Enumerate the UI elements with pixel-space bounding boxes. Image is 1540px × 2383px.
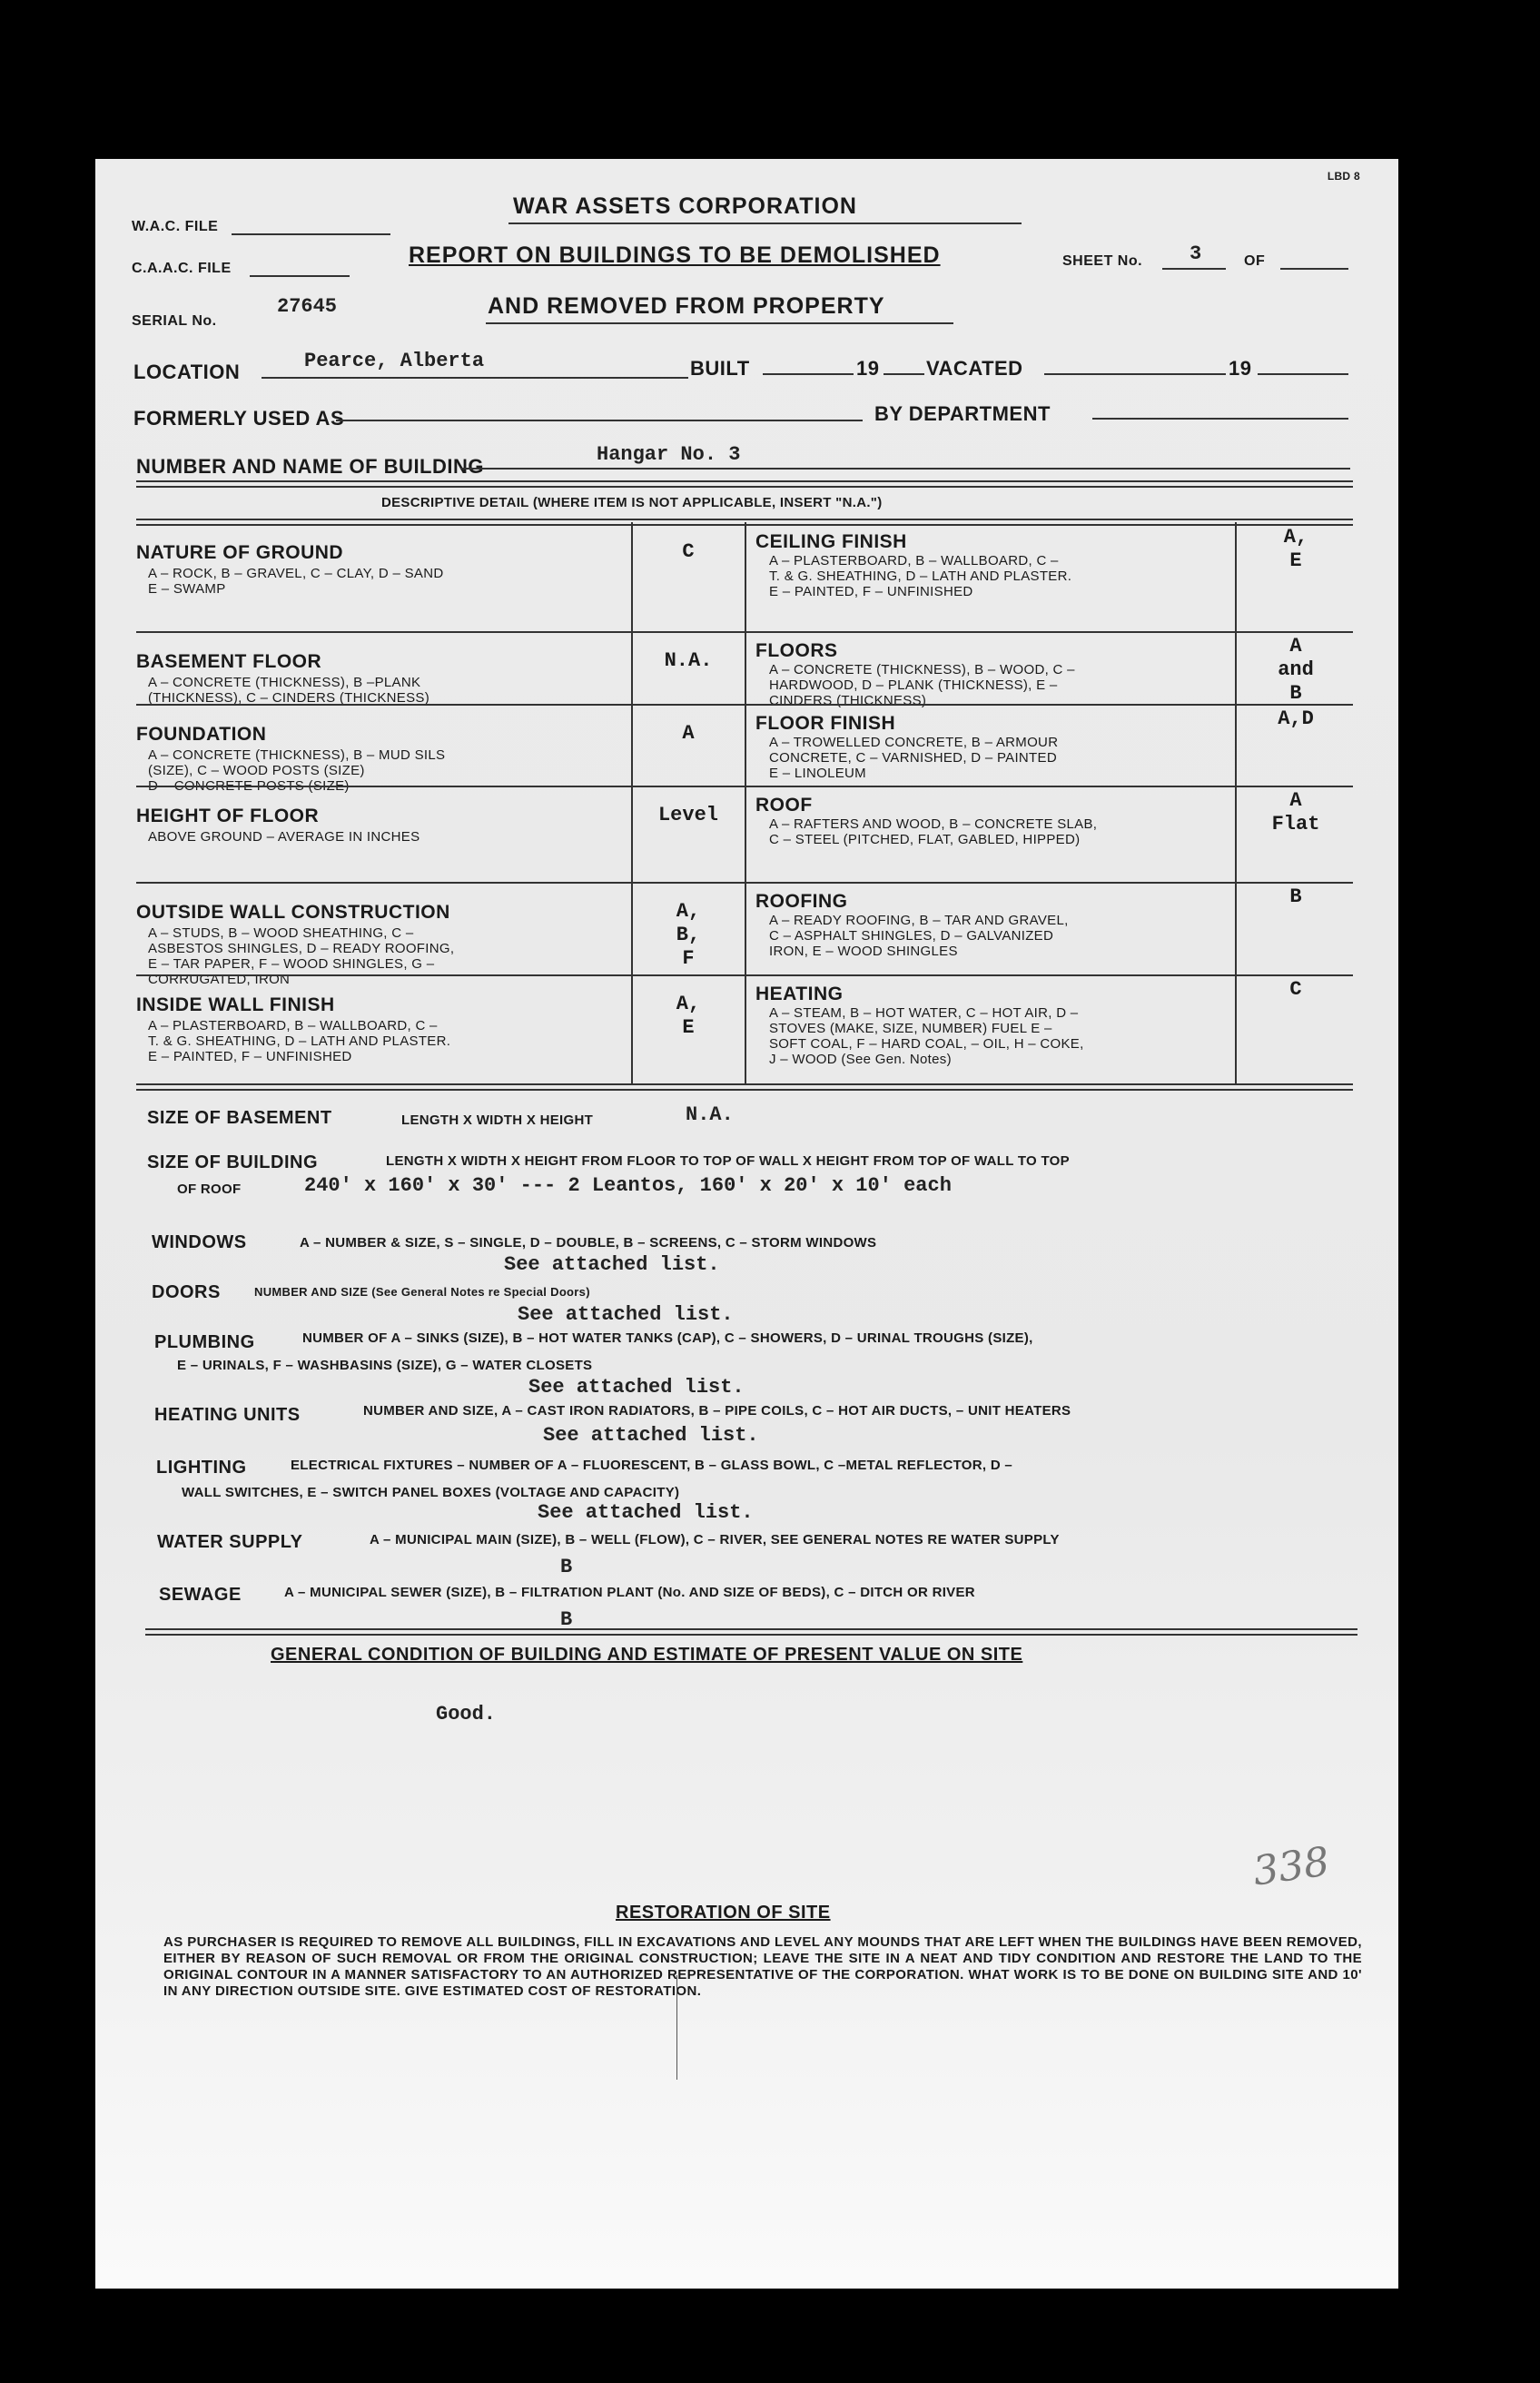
handwritten-number: 338 bbox=[1249, 1838, 1333, 1895]
doors-label: DOORS bbox=[152, 1282, 221, 1302]
caac-file-label: C.A.A.C. FILE bbox=[132, 261, 232, 276]
building-name-value: Hangar No. 3 bbox=[597, 443, 741, 466]
windows-value: See attached list. bbox=[504, 1253, 720, 1276]
doors-value: See attached list. bbox=[518, 1303, 734, 1326]
vacated-line bbox=[1044, 373, 1226, 375]
water-supply-label: WATER SUPPLY bbox=[157, 1532, 303, 1552]
row-right-value: B bbox=[1289, 885, 1302, 908]
report-subtitle: AND REMOVED FROM PROPERTY bbox=[488, 293, 885, 319]
windows-desc: A – NUMBER & SIZE, S – SINGLE, D – DOUBLE, B – SCREENS, C – STORM WINDOWS bbox=[300, 1235, 877, 1251]
formerly-used-line bbox=[336, 420, 863, 421]
title-rule bbox=[508, 222, 1022, 224]
windows-label: WINDOWS bbox=[152, 1232, 247, 1252]
building-name-line bbox=[460, 468, 1350, 470]
serial-label: SERIAL No. bbox=[132, 313, 217, 329]
row-left-description: A – CONCRETE (THICKNESS), B –PLANK (THICKNESS), C – CINDERS (THICKNESS) bbox=[148, 675, 429, 706]
restoration-mark bbox=[676, 1975, 677, 2080]
department-line bbox=[1092, 418, 1348, 420]
restoration-text: AS PURCHASER IS REQUIRED TO REMOVE ALL BUILDINGS, FILL IN EXCAVATIONS AND LEVEL ANY MOUNDS THAT ARE LEFT WHEN THE BUILDINGS HAVE BEEN REMOVED, EITHER BY REASON OF SUCH REMOVAL OR FROM THE ORIGINAL CONSTRUCTION; LEAVE THE SITE IN A NEAT AND TIDY CONDITION AND RESTORE THE LAND TO THE ORIGINAL CONTOUR IN A MANNER SATISFACTORY TO AN AUTHORIZED REPRESENTATIVE OF THE CORPORATION. WHAT WORK IS TO BE DONE ON BUILDING SITE AND 10' IN ANY DIRECTION OUTSIDE SITE. GIVE ESTIMATED COST OF RESTORATION. bbox=[163, 1934, 1362, 1999]
corporation-title: WAR ASSETS CORPORATION bbox=[513, 193, 857, 219]
row-right-title: ROOF bbox=[755, 795, 813, 816]
table-top-rule bbox=[136, 480, 1353, 488]
row-left-description: A – CONCRETE (THICKNESS), B – MUD SILS (SIZE), C – WOOD POSTS (SIZE) D – CONCRETE POSTS (SIZE) bbox=[148, 747, 446, 794]
built-line bbox=[763, 373, 854, 375]
serial-value: 27645 bbox=[277, 295, 338, 318]
building-size-desc2: OF ROOF bbox=[177, 1182, 242, 1197]
row-right-title: FLOORS bbox=[755, 640, 838, 661]
table-divider-2 bbox=[745, 522, 746, 1083]
table-row-divider bbox=[136, 786, 1353, 787]
row-right-title: FLOOR FINISH bbox=[755, 713, 896, 734]
row-right-value: A Flat bbox=[1271, 789, 1320, 836]
location-label: LOCATION bbox=[133, 361, 241, 383]
row-right-value: A, E bbox=[1283, 526, 1308, 572]
condition-title: GENERAL CONDITION OF BUILDING AND ESTIMATE OF PRESENT VALUE ON SITE bbox=[271, 1645, 1023, 1665]
location-line bbox=[262, 377, 688, 379]
department-label: BY DEPARTMENT bbox=[874, 402, 1051, 425]
row-left-value: N.A. bbox=[664, 649, 713, 672]
row-right-value: A and B bbox=[1278, 635, 1314, 705]
wac-file-line bbox=[232, 233, 390, 235]
row-left-value: A bbox=[682, 722, 695, 745]
row-left-description: ABOVE GROUND – AVERAGE IN INCHES bbox=[148, 829, 420, 845]
row-right-title: CEILING FINISH bbox=[755, 531, 907, 552]
row-right-value: C bbox=[1289, 978, 1302, 1001]
vacated-label: VACATED bbox=[926, 357, 1023, 380]
heating-units-label: HEATING UNITS bbox=[154, 1405, 301, 1425]
built-year-line bbox=[884, 373, 924, 375]
water-supply-value: B bbox=[560, 1556, 573, 1578]
plumbing-desc: NUMBER OF A – SINKS (SIZE), B – HOT WATER TANKS (CAP), C – SHOWERS, D – URINAL TROUGHS (SIZE), bbox=[302, 1330, 1033, 1346]
caac-file-line bbox=[250, 275, 350, 277]
condition-top-rule bbox=[145, 1628, 1357, 1636]
sheet-value: 3 bbox=[1190, 242, 1202, 265]
row-left-title: OUTSIDE WALL CONSTRUCTION bbox=[136, 902, 450, 923]
row-left-title: BASEMENT FLOOR bbox=[136, 651, 322, 672]
sheet-line bbox=[1162, 268, 1226, 270]
of-line bbox=[1280, 268, 1348, 270]
row-left-description: A – PLASTERBOARD, B – WALLBOARD, C – T. & G. SHEATHING, D – LATH AND PLASTER. E – PAINTED, F – UNFINISHED bbox=[148, 1018, 451, 1064]
row-right-description: A – RAFTERS AND WOOD, B – CONCRETE SLAB, C – STEEL (PITCHED, FLAT, GABLED, HIPPED) bbox=[769, 816, 1098, 847]
row-left-value: Level bbox=[657, 804, 718, 826]
formerly-used-label: FORMERLY USED AS bbox=[133, 407, 345, 430]
vacated-year-line bbox=[1258, 373, 1348, 375]
row-left-description: A – STUDS, B – WOOD SHEATHING, C – ASBESTOS SHINGLES, D – READY ROOFING, E – TAR PAPER, F – WOOD SHINGLES, G – CORRUGATED, IRON bbox=[148, 925, 455, 987]
building-size-value: 240' x 160' x 30' --- 2 Leantos, 160' x 20' x 10' each bbox=[304, 1174, 952, 1197]
basement-size-value: N.A. bbox=[686, 1103, 734, 1126]
plumbing-desc2: E – URINALS, F – WASHBASINS (SIZE), G – WATER CLOSETS bbox=[177, 1358, 593, 1373]
plumbing-value: See attached list. bbox=[528, 1376, 745, 1399]
row-left-title: INSIDE WALL FINISH bbox=[136, 994, 335, 1015]
row-left-value: C bbox=[682, 540, 695, 563]
row-left-title: FOUNDATION bbox=[136, 724, 267, 745]
heating-units-value: See attached list. bbox=[543, 1424, 759, 1447]
row-left-value: A, B, F bbox=[676, 900, 701, 970]
row-right-description: A – STEAM, B – HOT WATER, C – HOT AIR, D – STOVES (MAKE, SIZE, NUMBER) FUEL E – SOFT COAL, F – HARD COAL, – OIL, H – COKE, J – WOOD (See Gen. Notes) bbox=[769, 1005, 1084, 1067]
water-supply-desc: A – MUNICIPAL MAIN (SIZE), B – WELL (FLOW), C – RIVER, SEE GENERAL NOTES RE WATER SUPPLY bbox=[370, 1532, 1060, 1547]
row-right-description: A – PLASTERBOARD, B – WALLBOARD, C – T. & G. SHEATHING, D – LATH AND PLASTER. E – PAINTED, F – UNFINISHED bbox=[769, 553, 1072, 599]
row-right-title: HEATING bbox=[755, 984, 844, 1004]
lighting-desc2: WALL SWITCHES, E – SWITCH PANEL BOXES (VOLTAGE AND CAPACITY) bbox=[182, 1485, 680, 1500]
built-nineteen: 19 bbox=[856, 357, 880, 380]
descriptive-header: DESCRIPTIVE DETAIL (WHERE ITEM IS NOT APPLICABLE, INSERT "N.A.") bbox=[381, 495, 883, 510]
building-name-label: NUMBER AND NAME OF BUILDING bbox=[136, 455, 484, 478]
table-divider-3 bbox=[1235, 522, 1237, 1083]
row-left-title: NATURE OF GROUND bbox=[136, 542, 344, 563]
row-right-title: ROOFING bbox=[755, 891, 848, 912]
row-left-title: HEIGHT OF FLOOR bbox=[136, 806, 320, 826]
row-right-description: A – CONCRETE (THICKNESS), B – WOOD, C – HARDWOOD, D – PLANK (THICKNESS), E – CINDERS (THICKNESS) bbox=[769, 662, 1075, 708]
location-value: Pearce, Alberta bbox=[304, 350, 485, 372]
building-size-label: SIZE OF BUILDING bbox=[147, 1152, 318, 1172]
table-row-divider bbox=[136, 974, 1353, 976]
table-row-divider bbox=[136, 631, 1353, 633]
of-label: OF bbox=[1244, 253, 1266, 269]
plumbing-label: PLUMBING bbox=[154, 1332, 255, 1352]
lighting-label: LIGHTING bbox=[156, 1458, 247, 1478]
table-bottom-rule bbox=[136, 1083, 1353, 1091]
row-right-description: A – TROWELLED CONCRETE, B – ARMOUR CONCRETE, C – VARNISHED, D – PAINTED E – LINOLEUM bbox=[769, 735, 1059, 781]
basement-size-label: SIZE OF BASEMENT bbox=[147, 1108, 332, 1128]
condition-value: Good. bbox=[436, 1703, 497, 1725]
form-code: LBD 8 bbox=[1327, 170, 1360, 183]
subtitle-rule bbox=[486, 322, 953, 324]
building-size-desc: LENGTH X WIDTH X HEIGHT FROM FLOOR TO TOP OF WALL X HEIGHT FROM TOP OF WALL TO TOP bbox=[386, 1153, 1070, 1169]
lighting-value: See attached list. bbox=[538, 1501, 754, 1524]
wac-file-label: W.A.C. FILE bbox=[132, 219, 219, 234]
sheet-label: SHEET No. bbox=[1062, 253, 1143, 269]
table-row-divider bbox=[136, 882, 1353, 884]
table-row-divider bbox=[136, 704, 1353, 706]
restoration-title: RESTORATION OF SITE bbox=[616, 1903, 831, 1923]
lighting-desc: ELECTRICAL FIXTURES – NUMBER OF A – FLUORESCENT, B – GLASS BOWL, C –METAL REFLECTOR, D – bbox=[291, 1458, 1013, 1473]
sewage-label: SEWAGE bbox=[159, 1585, 242, 1605]
sewage-desc: A – MUNICIPAL SEWER (SIZE), B – FILTRATION PLANT (No. AND SIZE OF BEDS), C – DITCH OR RIVER bbox=[284, 1585, 975, 1600]
row-right-description: A – READY ROOFING, B – TAR AND GRAVEL, C – ASPHALT SHINGLES, D – GALVANIZED IRON, E – WOOD SHINGLES bbox=[769, 913, 1069, 959]
report-title: REPORT ON BUILDINGS TO BE DEMOLISHED bbox=[409, 242, 941, 268]
basement-size-desc: LENGTH X WIDTH X HEIGHT bbox=[401, 1112, 594, 1128]
doors-desc: NUMBER AND SIZE (See General Notes re Special Doors) bbox=[254, 1285, 590, 1299]
row-left-value: A, E bbox=[676, 993, 701, 1039]
heating-units-desc: NUMBER AND SIZE, A – CAST IRON RADIATORS, B – PIPE COILS, C – HOT AIR DUCTS, – UNIT HEATERS bbox=[363, 1403, 1071, 1419]
sewage-value: B bbox=[560, 1608, 573, 1631]
vacated-nineteen: 19 bbox=[1229, 357, 1252, 380]
built-label: BUILT bbox=[690, 357, 750, 380]
row-right-value: A,D bbox=[1278, 707, 1314, 730]
row-left-description: A – ROCK, B – GRAVEL, C – CLAY, D – SAND E – SWAMP bbox=[148, 566, 444, 597]
document-page bbox=[95, 159, 1398, 2289]
